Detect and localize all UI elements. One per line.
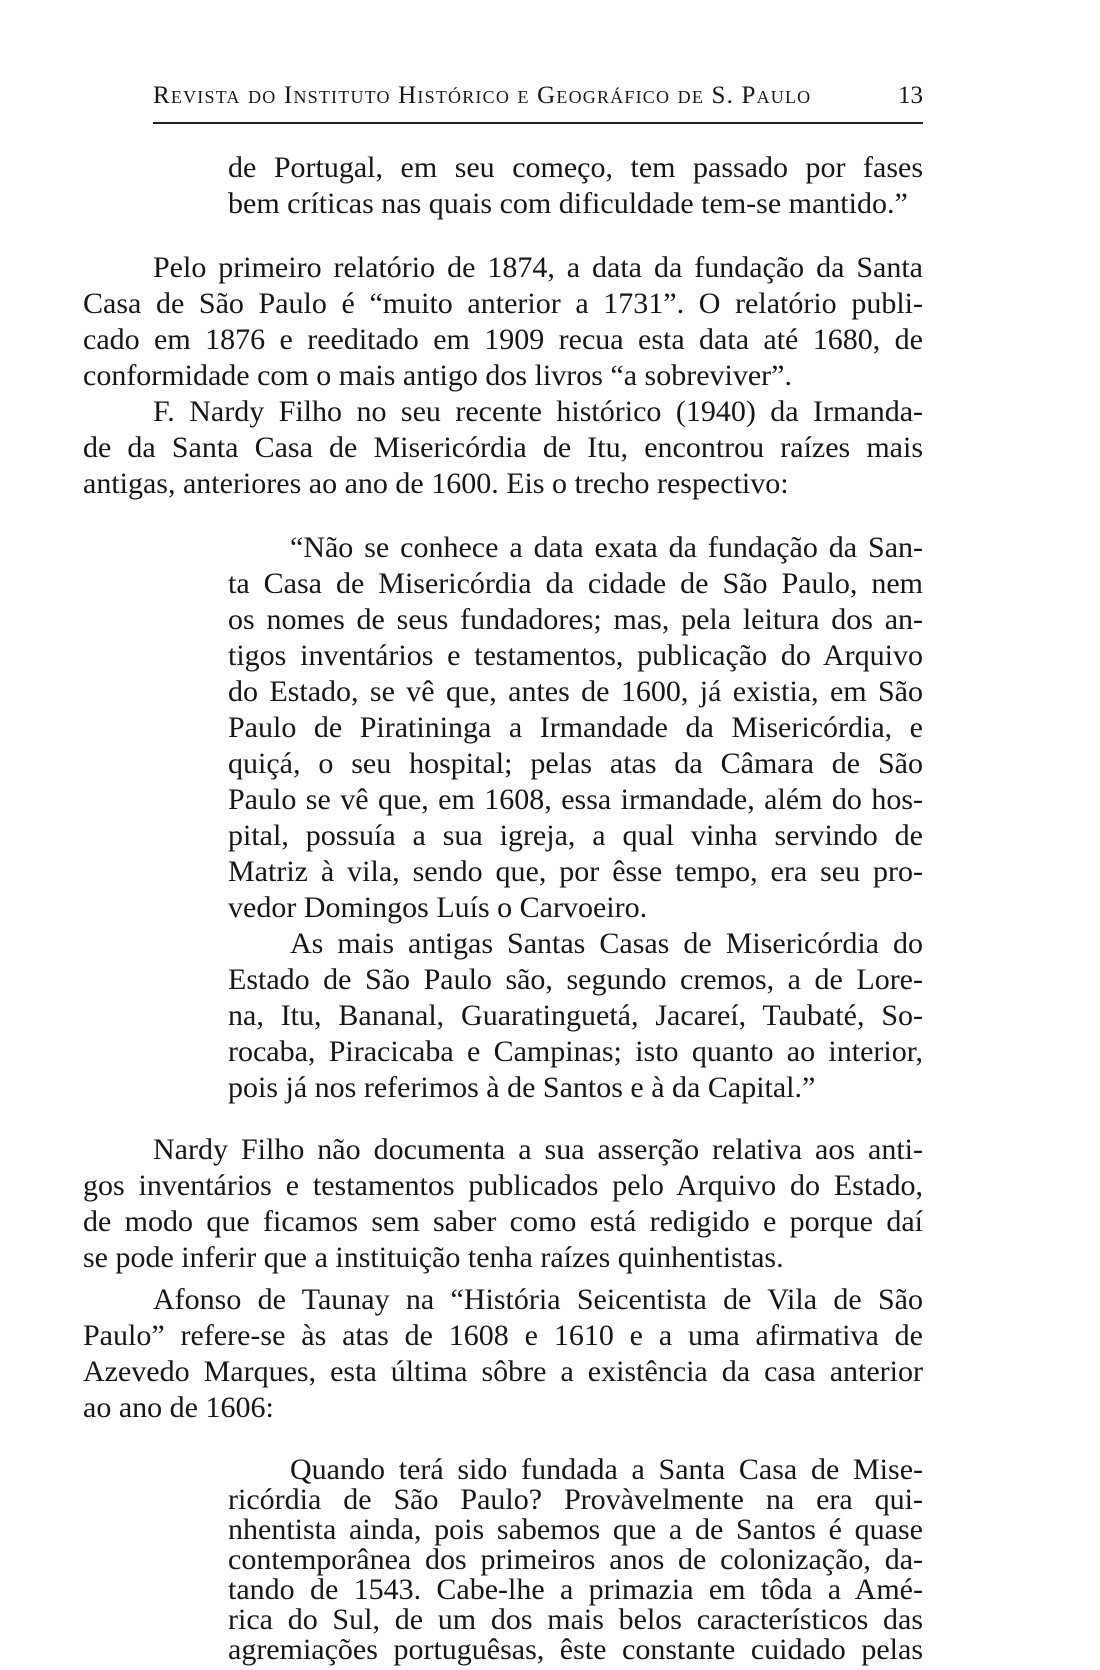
text-line: Afonso de Taunay na “História Seicentista de Vila de São xyxy=(153,1283,923,1316)
quote-line: os nomes de seus fundadores; mas, pela leitura dos an- xyxy=(228,603,923,636)
quote-line: contemporânea dos primeiros anos de colonização, da- xyxy=(228,1543,923,1576)
quote-line: As mais antigas Santas Casas de Misericórdia do xyxy=(290,927,923,960)
quote-line: nhentista ainda, pois sabemos que a de Santos é quase xyxy=(228,1513,923,1546)
text-line: ao ano de 1606: xyxy=(83,1391,274,1424)
text-line: Nardy Filho não documenta a sua asserção relativa aos anti- xyxy=(153,1133,923,1166)
quote-line: ricórdia de São Paulo? Provàvelmente na era qui- xyxy=(228,1483,923,1516)
quote-line: pois já nos referimos à de Santos e à da Capital.” xyxy=(228,1071,816,1104)
text-line: Casa de São Paulo é “muito anterior a 1731”. O relatório publi- xyxy=(83,287,923,320)
quote-line: vedor Domingos Luís o Carvoeiro. xyxy=(228,891,648,924)
page-number: 13 xyxy=(898,82,923,109)
quote-line: agremiações portuguêsas, êste constante cuidado pelas xyxy=(228,1633,923,1666)
text-line: conformidade com o mais antigo dos livros “a sobreviver”. xyxy=(83,359,792,392)
text-line: bem críticas nas quais com dificuldade tem-se mantido.” xyxy=(228,187,908,220)
text-line: Azevedo Marques, esta última sôbre a existência da casa anterior xyxy=(83,1355,923,1388)
text-line: cado em 1876 e reeditado em 1909 recua esta data até 1680, de xyxy=(83,323,923,356)
quote-line: Quando terá sido fundada a Santa Casa de Mise- xyxy=(290,1453,923,1486)
journal-title: Revista do Instituto Histórico e Geográfico de S. Paulo xyxy=(153,82,812,109)
quote-line: “Não se conhece a data exata da fundação da San- xyxy=(290,531,923,564)
text-line: Paulo” refere-se às atas de 1608 e 1610 e a uma afirmativa de xyxy=(83,1319,923,1352)
quote-line: Paulo se vê que, em 1608, essa irmandade, além do hos- xyxy=(228,783,923,816)
quote-line: rica do Sul, de um dos mais belos característicos das xyxy=(228,1603,923,1636)
quote-line: pital, possuía a sua igreja, a qual vinha servindo de xyxy=(228,819,923,852)
text-line: F. Nardy Filho no seu recente histórico (1940) da Irmanda- xyxy=(153,395,923,428)
text-line: de modo que ficamos sem saber como está redigido e porque daí xyxy=(83,1205,923,1238)
text-line: antigas, anteriores ao ano de 1600. Eis o trecho respectivo: xyxy=(83,467,789,500)
running-header xyxy=(153,82,923,124)
text-line: gos inventários e testamentos publicados pelo Arquivo do Estado, xyxy=(83,1169,923,1202)
quote-line: tando de 1543. Cabe-lhe a primazia em tôda a Amé- xyxy=(228,1573,923,1606)
text-line: de da Santa Casa de Misericórdia de Itu, encontrou raízes mais xyxy=(83,431,923,464)
text-line: Pelo primeiro relatório de 1874, a data da fundação da Santa xyxy=(153,251,923,284)
quote-line: na, Itu, Bananal, Guaratinguetá, Jacareí, Taubaté, So- xyxy=(228,999,923,1032)
quote-line: do Estado, se vê que, antes de 1600, já existia, em São xyxy=(228,675,923,708)
quote-line: quiçá, o seu hospital; pelas atas da Câmara de São xyxy=(228,747,923,780)
quote-line: Paulo de Piratininga a Irmandade da Misericórdia, e xyxy=(228,711,923,744)
text-line: se pode inferir que a instituição tenha raízes quinhentistas. xyxy=(83,1241,784,1274)
quote-line: Estado de São Paulo são, segundo cremos, a de Lore- xyxy=(228,963,923,996)
text-line: de Portugal, em seu começo, tem passado por fases xyxy=(228,151,923,184)
quote-line: Matriz à vila, sendo que, por êsse tempo, era seu pro- xyxy=(228,855,923,888)
quote-line: rocaba, Piracicaba e Campinas; isto quanto ao interior, xyxy=(228,1035,923,1068)
quote-line: tigos inventários e testamentos, publicação do Arquivo xyxy=(228,639,923,672)
quote-line: ta Casa de Misericórdia da cidade de São Paulo, nem xyxy=(228,567,923,600)
